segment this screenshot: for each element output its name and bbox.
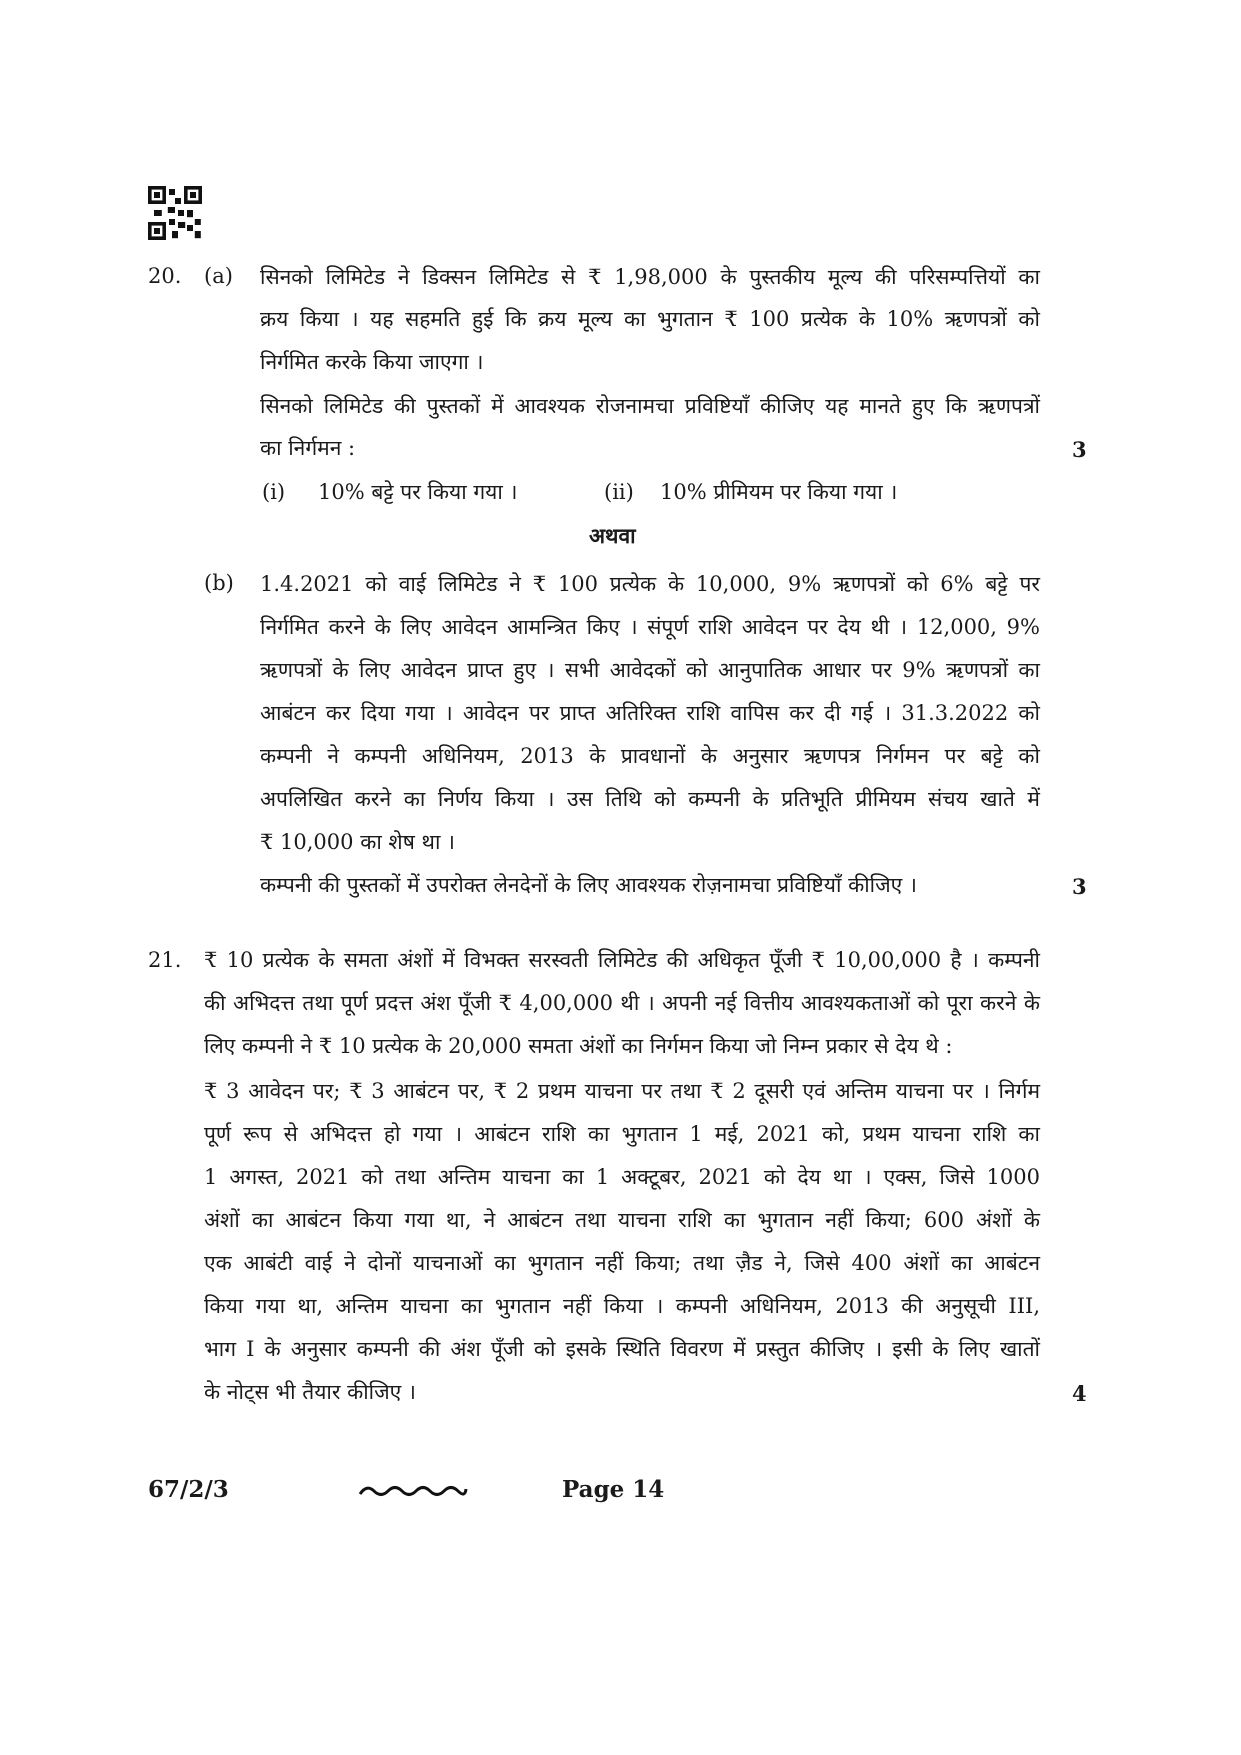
q21-line-1: ₹ 10 प्रत्येक के समता अंशों में विभक्त सरस्वती लिमिटेड की अधिकृत पूँजी ₹ 10,00,000 है । कम्पनी xyxy=(204,948,1040,972)
marks-q20a: 3 xyxy=(1072,437,1087,462)
q20b-line-4: आबंटन कर दिया गया । आवेदन पर प्राप्त अतिरिक्त राशि वापिस कर दी गई । 31.3.2022 को xyxy=(260,701,1040,725)
q20a-line-3: निर्गमित करके किया जाएगा । xyxy=(260,350,484,374)
q20a-line-5: का निर्गमन : xyxy=(260,436,356,460)
q20a-line-2: क्रय किया । यह सहमति हुई कि क्रय मूल्य का भुगतान ₹ 100 प्रत्येक के 10% ऋणपत्रों को xyxy=(260,307,1040,331)
q21-line-10: भाग I के अनुसार कम्पनी की अंश पूँजी को इसके स्थिति विवरण में प्रस्तुत कीजिए । इसी के लिए खातों xyxy=(204,1337,1040,1361)
marks-q20b: 3 xyxy=(1072,874,1087,899)
marks-q21: 4 xyxy=(1072,1381,1087,1406)
wave-ornament-icon xyxy=(358,1480,468,1502)
q21-line-2: की अभिदत्त तथा पूर्ण प्रदत्त अंश पूँजी ₹ 4,00,000 थी । अपनी नई वित्तीय आवश्यकताओं को पूरा करने के xyxy=(204,991,1040,1015)
q20b-line-1: 1.4.2021 को वाई लिमिटेड ने ₹ 100 प्रत्येक के 10,000, 9% ऋणपत्रों को 6% बट्टे पर xyxy=(260,572,1040,596)
or-separator: अथवा xyxy=(589,523,636,548)
qr-code-icon xyxy=(148,186,202,240)
option-ii-text: 10% प्रीमियम पर किया गया । xyxy=(660,480,898,504)
q21-line-9: किया गया था, अन्तिम याचना का भुगतान नहीं किया । कम्पनी अधिनियम, 2013 की अनुसूची III, xyxy=(204,1294,1040,1318)
q20b-line-3: ऋणपत्रों के लिए आवेदन प्राप्त हुए । सभी आवेदकों को आनुपातिक आधार पर 9% ऋणपत्रों का xyxy=(260,658,1040,682)
option-i-label: (i) xyxy=(262,480,286,504)
q20a-line-1: सिनको लिमिटेड ने डिक्सन लिमिटेड से ₹ 1,98,000 के पुस्तकीय मूल्य की परिसम्पत्तियों का xyxy=(260,265,1040,289)
option-i-text: 10% बट्टे पर किया गया । xyxy=(318,480,518,504)
question-number: 21. xyxy=(148,948,182,972)
q20a-line-4: सिनको लिमिटेड की पुस्तकों में आवश्यक रोजनामचा प्रविष्टियाँ कीजिए यह मानते हुए कि ऋणपत्रों xyxy=(260,394,1040,418)
q20b-line-2: निर्गमित करने के लिए आवेदन आमन्त्रित किए । संपूर्ण राशि आवेदन पर देय थी । 12,000, 9% xyxy=(260,615,1040,639)
option-ii-label: (ii) xyxy=(604,480,634,504)
question-number: 20. xyxy=(148,264,182,288)
part-label-a: (a) xyxy=(204,264,233,288)
q20b-line-6: अपलिखित करने का निर्णय किया । उस तिथि को कम्पनी के प्रतिभूति प्रीमियम संचय खाते में xyxy=(260,787,1040,811)
q21-line-4: ₹ 3 आवेदन पर; ₹ 3 आबंटन पर, ₹ 2 प्रथम याचना पर तथा ₹ 2 दूसरी एवं अन्तिम याचना पर । निर्गम xyxy=(204,1079,1040,1103)
q21-line-5: पूर्ण रूप से अभिदत्त हो गया । आबंटन राशि का भुगतान 1 मई, 2021 को, प्रथम याचना राशि का xyxy=(204,1122,1040,1146)
q21-line-3: लिए कम्पनी ने ₹ 10 प्रत्येक के 20,000 समता अंशों का निर्गमन किया जो निम्न प्रकार से देय थे : xyxy=(204,1034,953,1058)
q21-line-8: एक आबंटी वाई ने दोनों याचनाओं का भुगतान नहीं किया; तथा ज़ैड ने, जिसे 400 अंशों का आबंटन xyxy=(204,1251,1040,1275)
paper-code: 67/2/3 xyxy=(148,1476,229,1503)
q21-line-11: के नोट्स भी तैयार कीजिए । xyxy=(204,1380,416,1404)
q21-line-6: 1 अगस्त, 2021 को तथा अन्तिम याचना का 1 अक्टूबर, 2021 को देय था । एक्स, जिसे 1000 xyxy=(204,1165,1040,1189)
q20b-line-5: कम्पनी ने कम्पनी अधिनियम, 2013 के प्रावधानों के अनुसार ऋणपत्र निर्गमन पर बट्टे को xyxy=(260,744,1040,768)
part-label-b: (b) xyxy=(204,571,234,595)
page-number: Page 14 xyxy=(562,1476,665,1503)
q21-line-7: अंशों का आबंटन किया गया था, ने आबंटन तथा याचना राशि का भुगतान नहीं किया; 600 अंशों के xyxy=(204,1208,1040,1232)
q20b-line-8: कम्पनी की पुस्तकों में उपरोक्त लेनदेनों के लिए आवश्यक रोज़नामचा प्रविष्टियाँ कीजिए । xyxy=(260,873,917,897)
q20b-line-7: ₹ 10,000 का शेष था । xyxy=(260,830,456,854)
